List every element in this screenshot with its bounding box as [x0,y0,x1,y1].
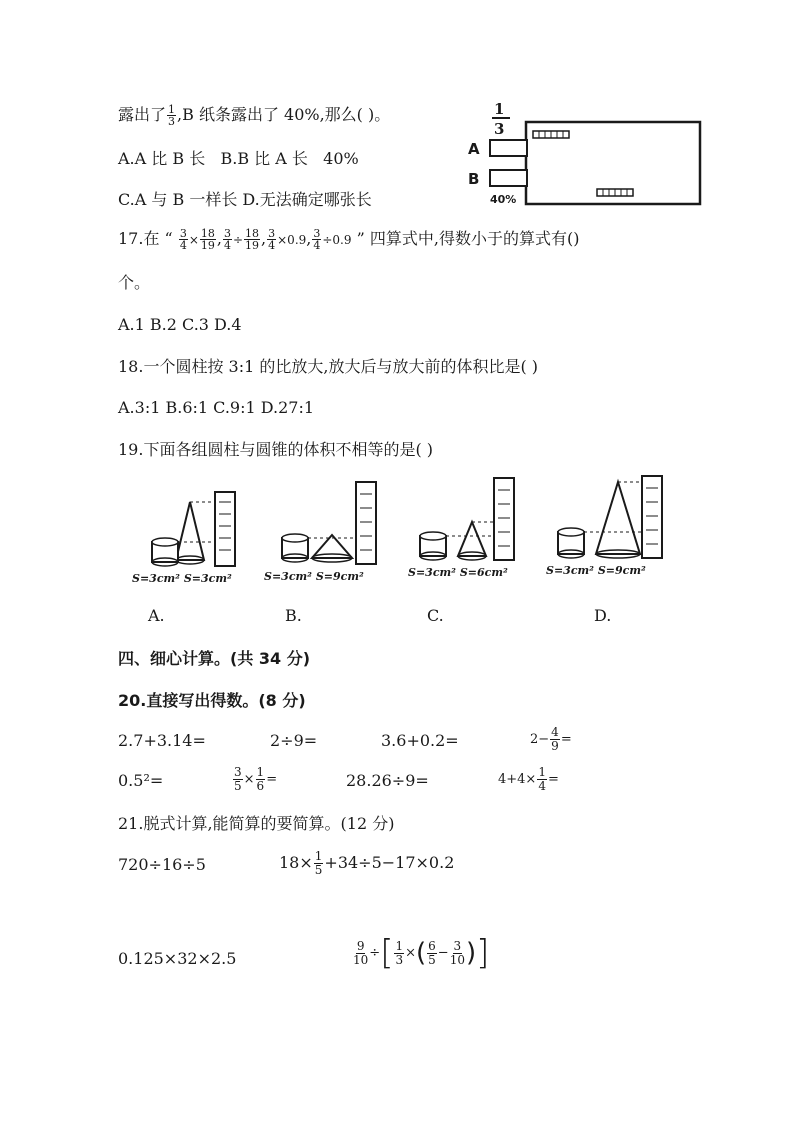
q19-figure-d [544,472,669,586]
paper-frame [526,122,700,204]
q16-options-ab: A.A 比 B 长 B.B 比 A 长 40% [118,149,359,168]
fig-label-a: A [468,140,480,158]
fig-c-cone-label: S=6cm² [459,566,508,579]
q17-options: A.1 B.2 C.3 D.4 [118,315,242,334]
q19-figure-c [408,474,523,588]
q19-option-b: B. [285,606,302,625]
q17-line2: 个。 [118,273,151,292]
fig-b-cyl-label: S=3cm² [264,570,312,583]
fig-frac-den: 3 [494,120,505,138]
q20-r2-c1: 0.5²= [118,771,164,790]
q16-figure [462,98,707,208]
q16-options-cd: C.A 与 B 一样长 D.无法确定哪张长 [118,190,372,209]
fig-label-b: B [468,170,480,188]
q21-expr-4: $\frac{9}{10}$ ÷[ $\frac{1}{3}$ ×( $\frac{6}{5}$ − $\frac{3}{10}$ )] [353,933,490,973]
q17-line1: 17.在 “ $\frac{3}{4}$ × $\frac{18}{19}$ , $\frac{3}{4}$ ÷ $\frac{18}{19}$ , $\frac{3}{4}$ ×0.9, $\frac{3}{4}$ ÷0.9 ” 四算式中,得数小于的算式有() [118,227,580,252]
q20-r2-c2: $\frac{3}{5}$ × $\frac{1}{6}$ = [234,765,278,793]
q20-title: 20.直接写出得数。(8 分) [118,691,306,710]
fig-a-cyl-label: S=3cm² [132,572,180,585]
fig-d-cyl-label: S=3cm² [546,564,594,577]
fig-c-cyl-label: S=3cm² [408,566,456,579]
q19-figure-b [262,478,387,592]
q21-expr-2: 18× $\frac{1}{5}$ +34÷5−17×0.2 [279,849,455,877]
fig-d-cone-label: S=9cm² [597,564,646,577]
q20-r2-c3: 28.26÷9= [346,771,429,790]
q20-r1-c3: 3.6+0.2= [381,731,459,750]
fig-b-cone-label: S=9cm² [315,570,364,583]
q19-option-d: D. [594,606,612,625]
strip-b [490,170,527,186]
fig-a-cone-label: S=3cm² [183,572,232,585]
q21-title: 21.脱式计算,能简算的要简算。(12 分) [118,814,395,833]
q18-text: 18.一个圆柱按 3:1 的比放大,放大后与放大前的体积比是( ) [118,357,539,376]
fig-label-pct: 40% [490,193,517,206]
q19-figure-a [130,488,250,592]
q20-r1-c2: 2÷9= [270,731,318,750]
q21-expr-3: 0.125×32×2.5 [118,949,237,968]
q19-option-c: C. [427,606,444,625]
section-4-title: 四、细心计算。(共 34 分) [118,649,311,668]
q18-options: A.3:1 B.6:1 C.9:1 D.27:1 [118,398,315,417]
q19-text: 19.下面各组圆柱与圆锥的体积不相等的是( ) [118,440,434,459]
q19-option-a: A. [148,606,165,625]
strip-a [490,140,527,156]
q20-r2-c4: 4+4× $\frac{1}{4}$ = [498,765,559,793]
q20-r1-c1: 2.7+3.14= [118,731,206,750]
fig-frac-num: 1 [494,100,505,118]
q16-line1: 露出了 $\frac{1}{3}$ ,B 纸条露出了 40%,那么( )。 [118,103,391,128]
q21-expr-1: 720÷16÷5 [118,855,206,874]
q20-r1-c4: 2− $\frac{4}{9}$ = [530,725,572,753]
